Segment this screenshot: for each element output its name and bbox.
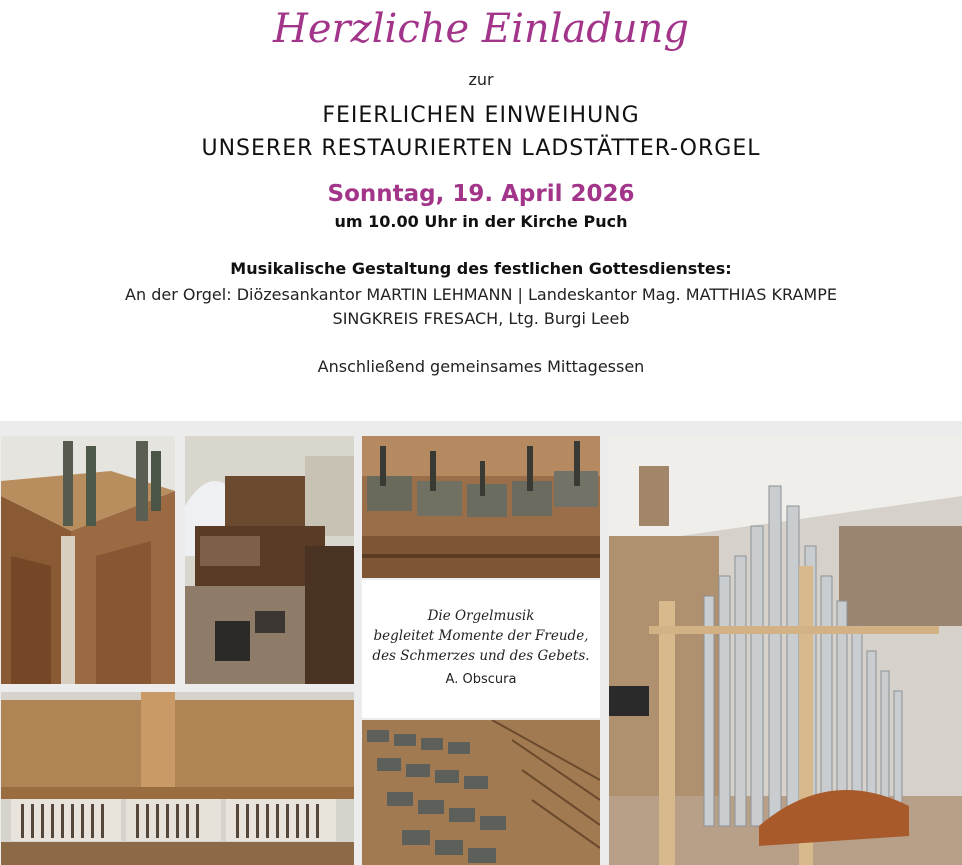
event-date: Sonntag, 19. April 2026 [327,181,635,207]
invitation-title: Herzliche Einladung [272,6,689,52]
music-heading: Musikalische Gestaltung des festlichen Gottesdienstes: [230,259,732,278]
quote-line-2: begleitet Momente der Freude, [373,628,589,644]
quote-line-3: des Schmerzes und des Gebets. [372,648,590,664]
performers-line: An der Orgel: Diözesankantor MARTIN LEHMANN | Landeskantor Mag. MATTHIAS KRAMPE [125,285,837,304]
event-title-line2: UNSERER RESTAURIERTEN LADSTÄTTER-ORGEL [201,136,761,161]
quote-author: A. Obscura [445,672,517,687]
event-title-line1: FEIERLICHEN EINWEIHUNG [322,103,640,128]
event-time-place: um 10.00 Uhr in der Kirche Puch [334,212,628,231]
photo-wooden-chest-front [1,692,354,865]
quote-line-1: Die Orgelmusik [427,608,535,624]
photo-pipe-chest-corner [1,436,175,684]
invitation-header [0,0,962,421]
photo-workshop-chest [185,436,354,684]
zur-text: zur [468,70,494,89]
lunch-line: Anschließend gemeinsames Mittagessen [317,357,645,376]
choir-line: SINGKREIS FRESACH, Ltg. Burgi Leeb [332,309,630,328]
photo-organ-pipes-workshop [609,436,962,865]
photo-valve-rows [362,720,600,865]
photo-organ-valves [362,436,600,578]
quote-box [362,580,600,718]
